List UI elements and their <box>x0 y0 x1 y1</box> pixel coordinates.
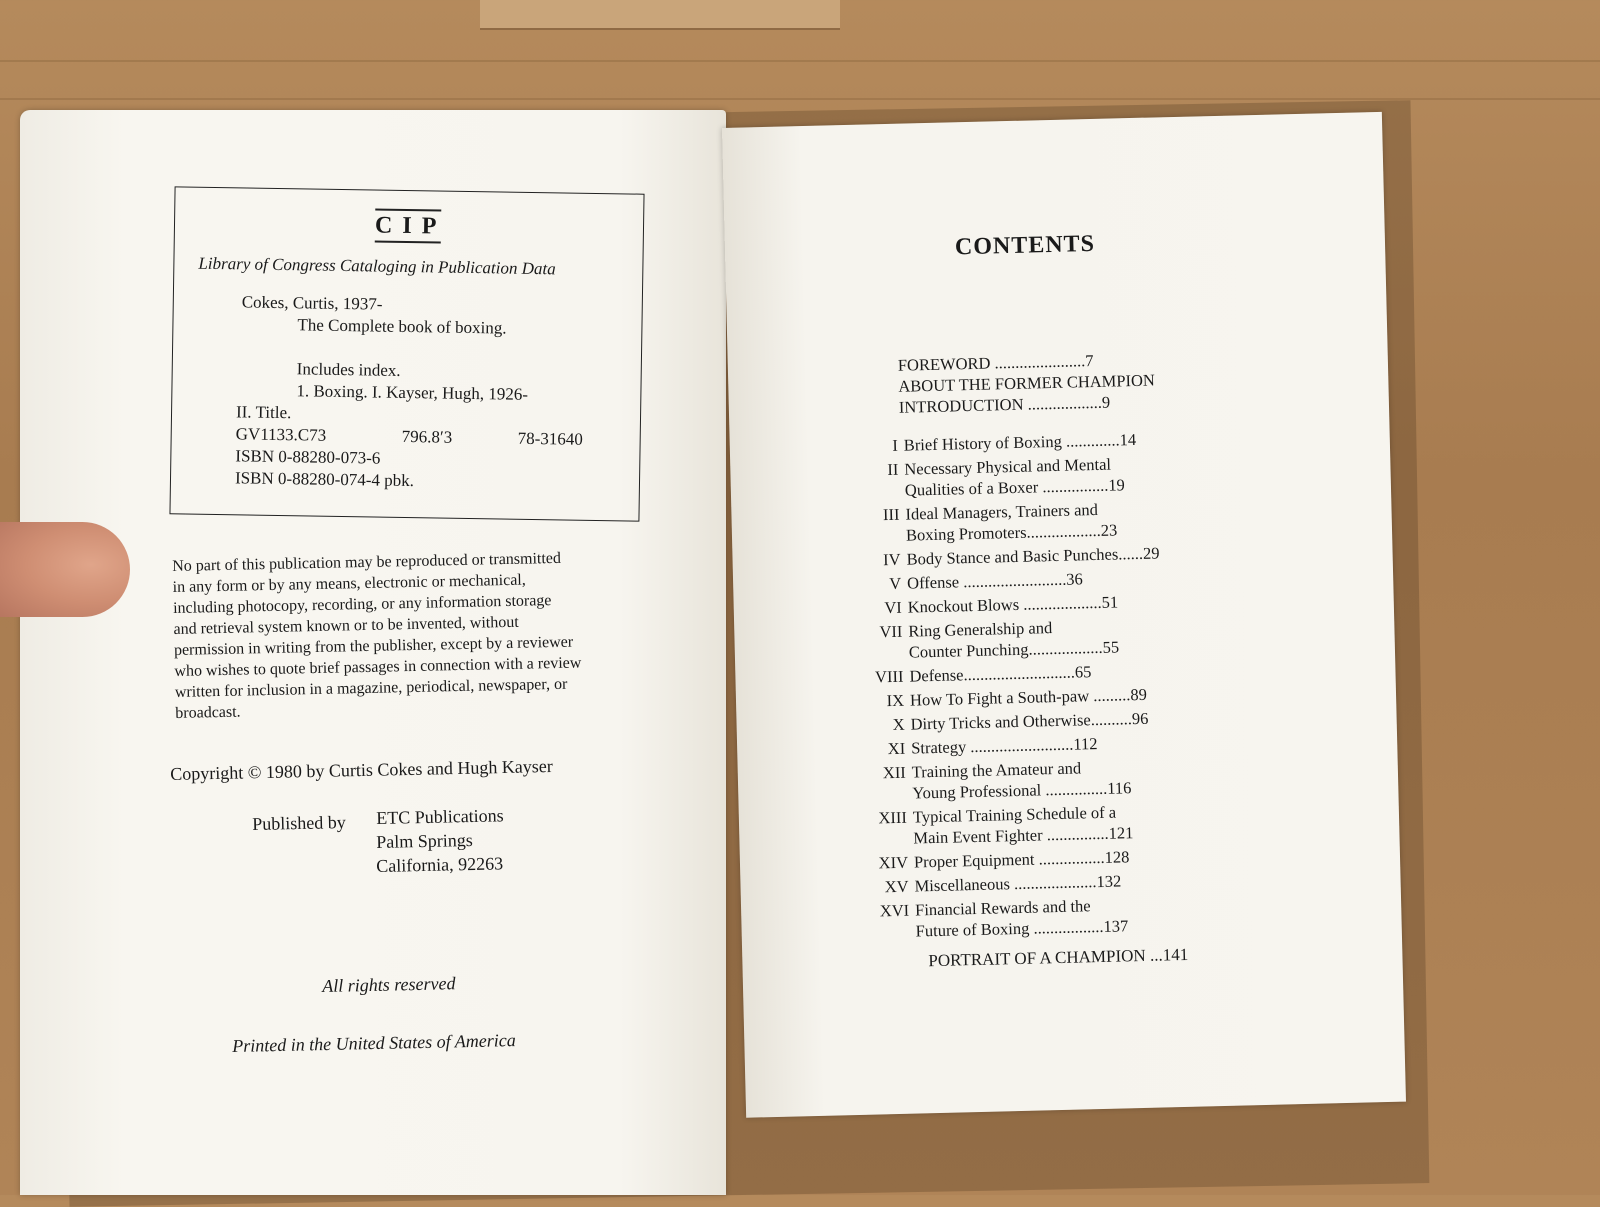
toc-chapter-title: Future of Boxing .................137 <box>915 916 1129 941</box>
toc-chapter-number: VI <box>884 597 902 618</box>
publisher-name: ETC Publications <box>376 805 504 828</box>
toc-chapter-number: I <box>892 435 899 455</box>
right-page <box>722 112 1406 1118</box>
notice-line: permission in writing from the publisher, except by a reviewer <box>173 633 574 659</box>
cip-title-entry: II. Title. <box>235 402 292 423</box>
toc-chapter-number: XI <box>887 738 906 759</box>
toc-chapter-title: Brief History of Boxing .............14 <box>903 429 1137 455</box>
notice-line: including photocopy, recording, or any information storage <box>172 592 552 617</box>
wood-grain <box>0 98 1600 100</box>
toc-chapter-number: VIII <box>874 666 904 687</box>
toc-chapter-title: Qualities of a Boxer ................19 <box>904 475 1126 500</box>
cip-dewey: 796.8′3 <box>401 426 453 447</box>
toc-chapter-title: Offense .........................36 <box>906 569 1084 593</box>
toc-chapter-title: Strategy .........................112 <box>910 734 1098 758</box>
toc-chapter-number: XIII <box>878 807 908 828</box>
toc-chapter-title: Ring Generalship and <box>908 618 1053 641</box>
toc-chapter-title: Dirty Tricks and Otherwise..........96 <box>910 708 1149 734</box>
notice-line: in any form or by any means, electronic or mechanical, <box>172 571 526 596</box>
toc-foreword: FOREWORD ......................7 <box>897 350 1094 375</box>
cip-lccn: 78-31640 <box>517 428 584 449</box>
thumb <box>0 522 130 617</box>
toc-introduction: INTRODUCTION ..................9 <box>898 392 1111 417</box>
toc-chapter-title: Financial Rewards and the <box>914 896 1091 920</box>
cip-logo: CIP <box>375 208 442 243</box>
rights-line: All rights reserved <box>322 973 456 996</box>
cip-author: Cokes, Curtis, 1937- <box>241 292 383 314</box>
cip-call-number: GV1133.C73 <box>235 424 327 445</box>
toc-chapter-number: IX <box>886 690 905 711</box>
notice-line: written for inclusion in a magazine, periodical, newspaper, or <box>174 675 568 701</box>
notice-line: and retrieval system known or to be invented, without <box>173 613 519 638</box>
toc-chapter-number: IV <box>882 549 901 570</box>
left-page <box>20 110 726 1195</box>
toc-chapter-number: III <box>882 504 900 525</box>
toc-portrait: PORTRAIT OF A CHAMPION ...141 <box>928 944 1189 971</box>
toc-chapter-title: Proper Equipment ................128 <box>913 847 1130 872</box>
publisher-state-zip: California, 92263 <box>376 853 504 876</box>
toc-chapter-title: Training the Amateur and <box>911 758 1082 782</box>
toc-chapter-number: XV <box>884 876 909 897</box>
copyright-notice <box>172 547 582 723</box>
cip-isbn-cloth: ISBN 0-88280-073-6 <box>235 446 381 468</box>
toc-chapter-number: XIV <box>878 852 909 873</box>
toc-chapter-number: X <box>892 714 905 735</box>
toc-chapter-title: Boxing Promoters..................23 <box>905 520 1118 545</box>
notice-line: No part of this publication may be reproduced or transmitted <box>172 549 562 575</box>
cip-index-note: Includes index. <box>296 359 401 380</box>
publisher-prefix: Published by <box>252 812 346 834</box>
toc-chapter-title: Typical Training Schedule of a <box>912 802 1117 827</box>
toc-chapter-title: Necessary Physical and Mental <box>904 454 1112 479</box>
toc-chapter-number: XII <box>882 762 907 783</box>
toc-about-champion: ABOUT THE FORMER CHAMPION <box>898 370 1156 396</box>
toc-chapter-title: How To Fight a South-paw .........89 <box>909 684 1148 710</box>
toc-chapter-title: Main Event Fighter ...............121 <box>913 823 1134 848</box>
cip-box <box>169 186 644 521</box>
cip-title: The Complete book of boxing. <box>297 315 507 338</box>
printed-line: Printed in the United States of America <box>232 1030 516 1056</box>
wood-table-edge <box>480 0 840 30</box>
cip-subjects: 1. Boxing. I. Kayser, Hugh, 1926- <box>296 381 529 404</box>
publisher-city: Palm Springs <box>376 829 473 852</box>
notice-line: broadcast. <box>175 703 241 722</box>
toc-chapter-title: Knockout Blows ...................51 <box>907 592 1119 617</box>
toc-chapter-number: VII <box>879 621 903 642</box>
toc-chapter-title: Body Stance and Basic Punches......29 <box>906 543 1160 569</box>
notice-line: who wishes to quote brief passages in connection with a review <box>174 654 582 680</box>
cip-heading: Library of Congress Cataloging in Publication Data <box>198 253 556 279</box>
toc-chapter-title: Defense...........................65 <box>909 662 1092 686</box>
toc-chapter-title: Counter Punching..................55 <box>908 637 1120 662</box>
toc-chapter-title: Ideal Managers, Trainers and <box>905 499 1099 524</box>
toc-chapter-number: XVI <box>879 900 910 921</box>
wood-grain <box>0 60 1600 62</box>
toc-chapter-title: Young Professional ...............116 <box>912 778 1132 803</box>
copyright-line: Copyright © 1980 by Curtis Cokes and Hugh Kayser <box>170 755 553 784</box>
toc-chapter-title: Miscellaneous ....................132 <box>914 871 1122 896</box>
toc-chapter-number: II <box>887 459 899 480</box>
toc-chapter-number: V <box>889 573 902 594</box>
contents-title: CONTENTS <box>954 230 1096 261</box>
cip-isbn-paper: ISBN 0-88280-074-4 pbk. <box>234 468 415 491</box>
